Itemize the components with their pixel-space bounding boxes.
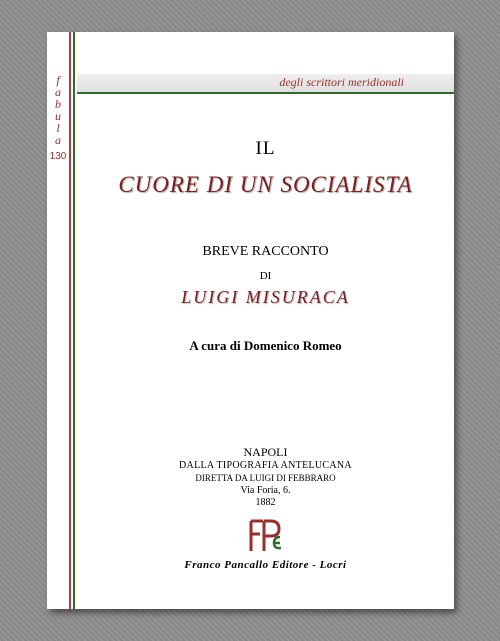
margin-rule-green [73, 32, 75, 609]
book-cover-page [47, 32, 454, 609]
book-editor: A cura di Domenico Romeo [189, 338, 342, 353]
imprint-direction: DIRETTA DA LUIGI DI FEBBRARO [195, 473, 336, 483]
collana-letter: l [56, 121, 60, 135]
collana-number: 130 [49, 151, 67, 162]
publisher-name: Franco Pancallo Editore - Locri [184, 559, 347, 571]
imprint-address: Via Foria, 6. [240, 485, 291, 496]
series-title: degli scrittori meridionali [279, 75, 404, 89]
author-preposition: DI [259, 270, 272, 282]
imprint-city: NAPOLI [243, 445, 288, 459]
collana-letter: b [55, 97, 61, 111]
collana-name [47, 74, 69, 146]
collana-letter: a [55, 85, 61, 99]
book-author: LUIGI MISURACA [181, 287, 350, 307]
collana-letter: u [55, 109, 61, 123]
collana-letter: a [55, 133, 61, 147]
collana-letter: f [56, 73, 60, 87]
imprint-typography: DALLA TIPOGRAFIA ANTELUCANA [179, 460, 352, 471]
book-subtitle: BREVE RACCONTO [202, 244, 329, 259]
title-article: IL [255, 138, 276, 159]
imprint-year: 1882 [255, 497, 276, 508]
series-header-rule [77, 92, 454, 94]
book-title: CUORE DI UN SOCIALISTA [118, 172, 413, 197]
margin-rule-red [69, 32, 71, 609]
publisher-logo-icon [247, 519, 287, 553]
